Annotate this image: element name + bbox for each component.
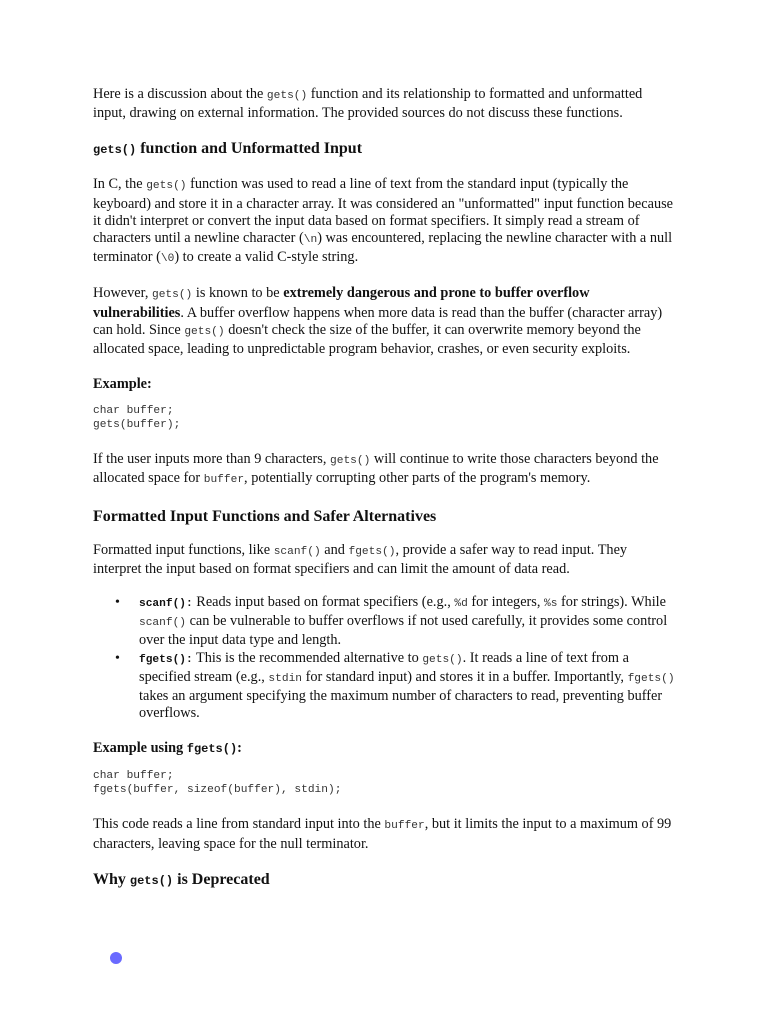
section-heading-formatted: Formatted Input Functions and Safer Alternatives <box>93 507 437 525</box>
document-body <box>93 86 678 891</box>
paragraph-formatted-functions: Formatted input functions, like scanf() and fgets(), provide a safer way to read input. They interpret the input based on format specifiers and can limit the amount of data read. <box>93 541 628 577</box>
code-block-fgets: char buffer; fgets(buffer, sizeof(buffer), stdin); <box>93 770 342 796</box>
bullet-dot-icon <box>110 952 122 964</box>
paragraph-buffer-overflow: However, gets() is known to be extremely dangerous and prone to buffer overflow vulnerabilities. A buffer overflow happens when more data is read than the buffer (character array) can hold. Since gets() doesn't check the size of the buffer, it can overwrite memory beyond the allocated space, leading to unpredictable program behavior, crashes, or even security exploits. <box>93 285 663 358</box>
list-item-fgets: • fgets(): This is the recommended alternative to gets(). It reads a line of text from a specified stream (e.g., stdin for standard input) and stores it in a buffer. Importantly, fgets() takes an argument specifying the maximum number of characters to read, preventing buffer overflows. <box>139 650 678 723</box>
inline-code: gets() <box>266 90 308 102</box>
paragraph-fgets-explanation: This code reads a line from standard input into the buffer, but it limits the input to a maximum of 99 characters, leaving space for the null terminator. <box>93 816 672 852</box>
list-item-scanf: • scanf(): Reads input based on format specifiers (e.g., %d for integers, %s for strings). While scanf() can be vulnerable to buffer overflows if not used carefully, it provides some control over the input data type and length. <box>139 594 678 650</box>
code-block-gets: char buffer; gets(buffer); <box>93 405 181 431</box>
section-heading-deprecated: Why gets() is Deprecated <box>93 870 270 888</box>
intro-paragraph: Here is a discussion about the gets() function and its relationship to formatted and unformatted input, drawing on external information. The provided sources do not discuss these functions. <box>93 86 643 122</box>
paragraph-gets-description: In C, the gets() function was used to read a line of text from the standard input (typically the keyboard) and store it in a character array. It was considered an "unformatted" input function because it didn't interpret or convert the input data based on format specifiers. It simply read a stream of characters until a newline character (\n) was encountered, replacing the newline character with a null terminator (\0) to create a valid C-style string. <box>93 176 674 266</box>
example-using-fgets-label: Example using fgets(): <box>93 740 242 757</box>
paragraph-example-explanation: If the user inputs more than 9 characters, gets() will continue to write those characters beyond the allocated space for buffer, potentially corrupting other parts of the program's memory. <box>93 451 659 487</box>
section-heading-gets: gets() function and Unformatted Input <box>93 140 363 158</box>
function-list <box>93 594 678 722</box>
example-label: Example: <box>93 376 152 393</box>
